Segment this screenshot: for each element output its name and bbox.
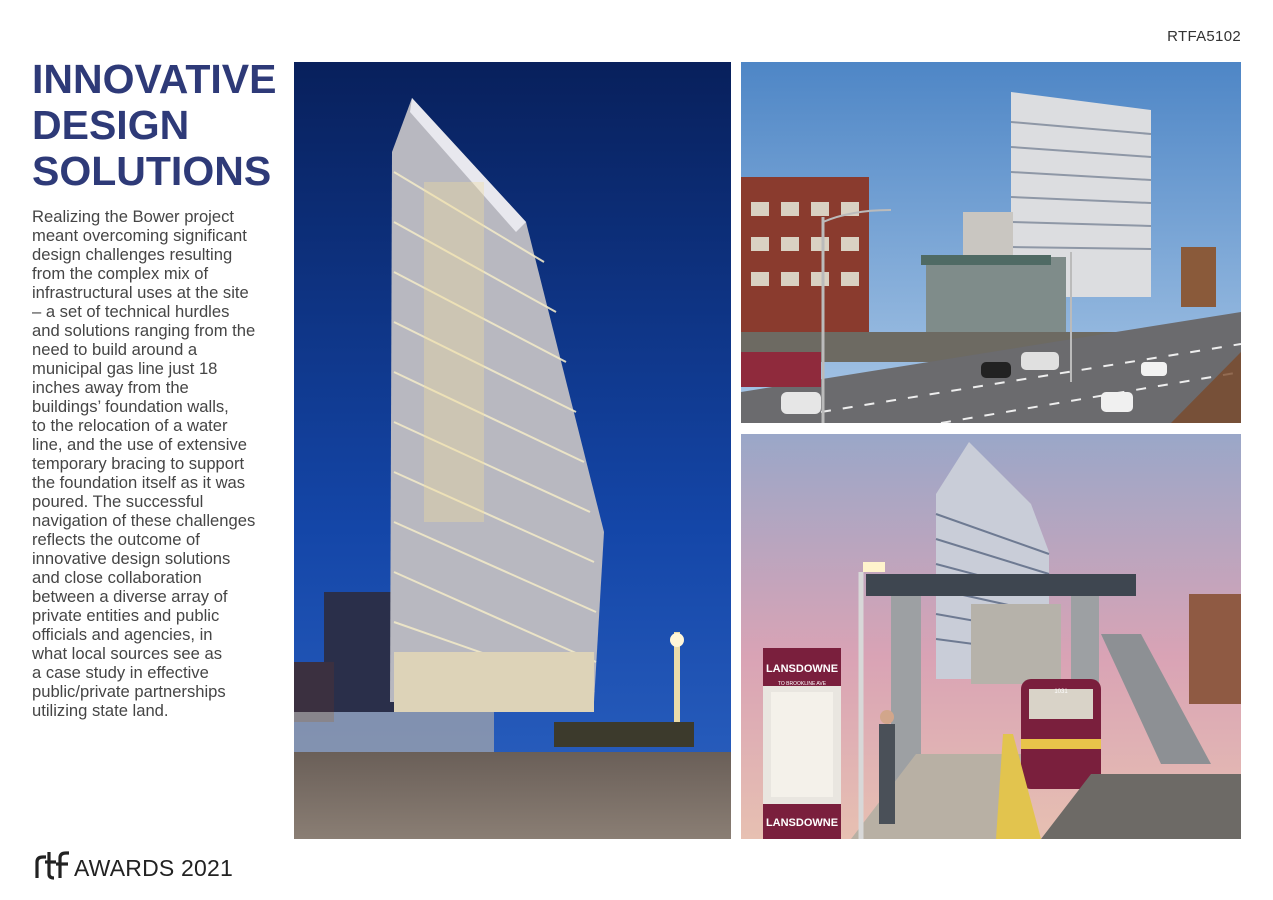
- rtf-awards-logo: [34, 850, 233, 880]
- sign-sub-text: TO BROOKLINE AVE: [777, 681, 827, 687]
- headline: [32, 56, 294, 194]
- street-highway-photo: [741, 62, 1241, 423]
- sign-bottom-text: LANSDOWNE: [765, 817, 839, 829]
- headline-line-3: SOLUTIONS: [32, 148, 272, 194]
- headline-line-2: DESIGN: [32, 102, 190, 148]
- headline-line-1: INNOVATIVE: [32, 56, 277, 102]
- rtf-logo-icon: [34, 850, 70, 880]
- tower-night-photo: [294, 62, 731, 839]
- sign-top-text: LANSDOWNE: [765, 663, 839, 675]
- train-number: 1031: [1054, 689, 1068, 695]
- body-paragraph: Realizing the Bower project meant overcoming significant design challenges resulting from the complex mix of infrastructural uses at the site – a set of technical hurdles and solutions ranging from the need to build around a municipal gas line just 18 inches away from the buildings’ foundation walls, to the relocation of a water line, and the use of extensive temporary bracing to support the foundation itself as it was poured. The successful navigation of these challenges reflects the outcome of innovative design solutions and close collaboration between a diverse array of private entities and public officials and agencies, in what local sources see as a case study in effective public/private partnerships utilizing state land.: [32, 207, 256, 720]
- award-label: AWARDS 2021: [74, 855, 233, 881]
- project-code: RTFA5102: [1167, 28, 1241, 45]
- station-dusk-photo: [741, 434, 1241, 839]
